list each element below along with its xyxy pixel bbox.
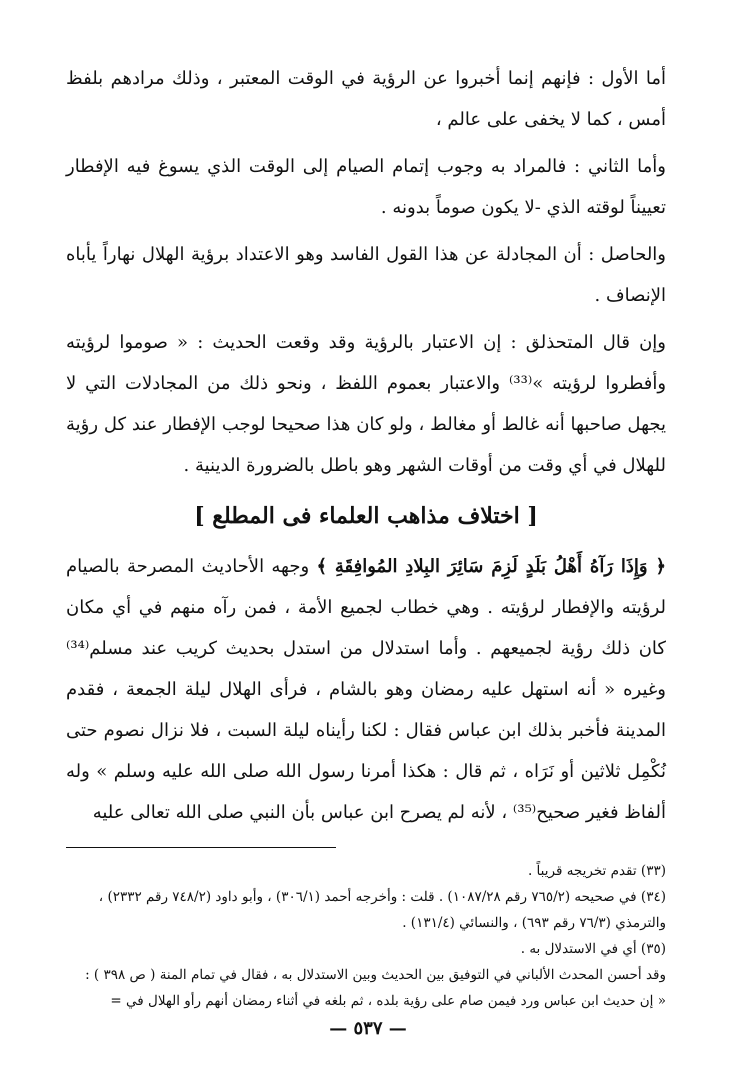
paragraph-conclusion: والحاصل : أن المجادلة عن هذا القول الفاسد وهو الاعتداد برؤية الهلال نهاراً يأباه الإنصاف . xyxy=(66,244,666,306)
section-heading: [ اختلاف مذاهب العلماء فى المطلع ] xyxy=(194,503,538,529)
footnote-divider xyxy=(66,847,336,848)
footnote-35: (٣٥) أي في الاستدلال به . xyxy=(520,941,666,957)
page-number: — ٥٣٧ — xyxy=(329,1018,407,1039)
footnote-35-continued: وقد أحسن المحدث الألباني في التوفيق بين الحديث وبين الاستدلال به ، فقال في تمام المنة ( ص ٣٩٨ ) : xyxy=(85,967,666,983)
paragraph-matn xyxy=(66,546,666,833)
book-page xyxy=(66,58,666,1014)
paragraph-second-opinion: وأما الثاني : فالمراد به وجوب إتمام الصيام إلى الوقت الذي يسوغ فيه الإفطار تعييناً لوقته الذي -لا يكون صوماً بدونه . xyxy=(66,156,666,218)
matn-commentary: وجهه الأحاديث المصرحة بالصيام لرؤيته والإفطار لرؤيته . وهي خطاب لجميع الأمة ، فمن رآه منهم في أي مكان كان ذلك رؤية لجميعهم . وأما استدلال من استدل بحديث كريب عند مسلم⁽³⁴⁾ وغيره « أنه استهل عليه رمضان وهو بالشام ، فرأى الهلال ليلة الجمعة ، فقدم المدينة فأخبر بذلك ابن عباس فقال : لكنا رأيناه ليلة السبت ، فلا نزال نصوم حتى نُكْمِل ثلاثين أو نَرَاه ، ثم قال : هكذا أمرنا رسول الله صلى الله عليه وسلم » وله ألفاظ فغير صحيح⁽³⁵⁾ ، لأنه لم يصرح ابن عباس بأن النبي صلى الله تعالى عليه xyxy=(66,556,666,823)
paragraph-first-opinion: أما الأول : فإنهم إنما أخبروا عن الرؤية في الوقت المعتبر ، وذلك مرادهم بلفظ أمس ، كما لا يخفى على عالم ، xyxy=(66,68,666,130)
footnote-35-quote: « إن حديث ابن عباس ورد فيمن صام على رؤية بلده ، ثم بلغه في أثناء رمضان أنهم رأو الهلال في = xyxy=(110,993,666,1009)
footnotes xyxy=(66,858,666,1014)
paragraph-objection: وإن قال المتحذلق : إن الاعتبار بالرؤية وقد وقعت الحديث : « صوموا لرؤيته وأفطروا لرؤيته »⁽³³⁾ والاعتبار بعموم اللفظ ، ونحو ذلك من المجادلات التي لا يجهل صاحبها أنه غالط أو مغالط ، ولو كان هذا صحيحا لوجب الإفطار عند كل رؤية للهلال في أي وقت من أوقات الشهر وهو باطل بالضرورة الدينية . xyxy=(66,332,667,476)
matn-quote: ﴿ وَإِذَا رَآهُ أَهْلُ بَلَدٍ لَزِمَ سَائِرَ البِلادِ المُوافِقَةِ ﴾ xyxy=(316,556,667,577)
footnote-33: (٣٣) تقدم تخريجه قريباً . xyxy=(527,863,666,879)
footnote-34: (٣٤) في صحيحه (٧٦٥/٢ رقم ١٠٨٧/٢٨) . قلت : وأخرجه أحمد (٣٠٦/١) ، وأبو داود (٧٤٨/٢ رقم ٢٣٣٢) ، والترمذي (٧٦/٣ رقم ٦٩٣) ، والنسائي (١٣١/٤) . xyxy=(98,889,666,931)
